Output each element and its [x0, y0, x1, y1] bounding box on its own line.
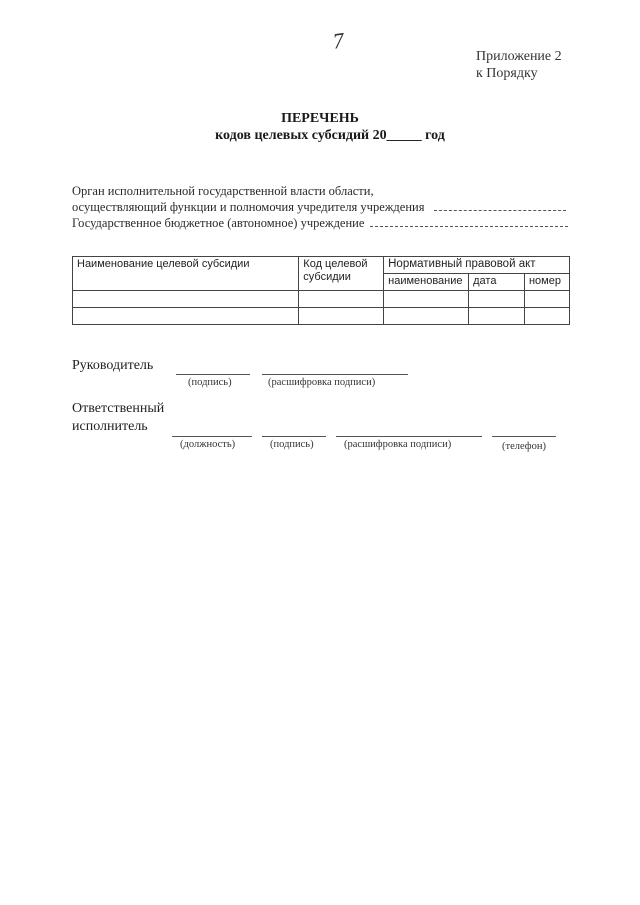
head-signature-line [176, 373, 250, 375]
title-line-1: ПЕРЕЧЕНЬ [281, 111, 359, 126]
header-subsidy-code: Код целевой субсидии [299, 257, 384, 291]
table-cell [299, 291, 384, 308]
org-line-2 [72, 199, 568, 215]
org-line-3-text: Государственное бюджетное (автономное) учреждение [72, 216, 365, 230]
appendix-line-2: к Порядку [476, 66, 538, 81]
header-subsidy-name: Наименование целевой субсидии [73, 257, 299, 291]
founder-fill-line [434, 199, 566, 211]
table-cell [73, 308, 299, 325]
table-row [73, 291, 570, 308]
executor-label [72, 400, 164, 436]
table-cell [73, 291, 299, 308]
header-act-date: дата [469, 274, 525, 291]
org-line-3 [72, 215, 568, 231]
table-cell [524, 291, 569, 308]
institution-fill-line [370, 215, 568, 227]
executor-signature-line [262, 435, 326, 437]
title-line-2: кодов целевых субсидий 20_____ год [215, 128, 445, 143]
executor-decoding-caption: (расшифровка подписи) [344, 439, 452, 450]
executor-label-line-1: Ответственный [72, 401, 165, 416]
subsidy-codes-table [72, 256, 570, 325]
table-cell [299, 308, 384, 325]
header-act-number: номер [524, 274, 569, 291]
org-line-2-text: осуществляющий функции и полномочия учредителя учреждения [72, 200, 425, 214]
head-decoding-line [262, 373, 408, 375]
executor-decoding-line [336, 435, 482, 437]
executor-position-caption: (должность) [180, 439, 236, 450]
executor-phone-line [492, 435, 556, 437]
header-act-name: наименование [384, 274, 469, 291]
table-cell [384, 308, 469, 325]
header-normative-act: Нормативный правовой акт [384, 257, 570, 274]
head-label: Руководитель [72, 358, 154, 373]
head-decoding-caption: (расшифровка подписи) [268, 377, 376, 388]
executor-label-line-2: исполнитель [72, 419, 148, 434]
table-row [73, 308, 570, 325]
organization-block [72, 184, 568, 231]
head-signature-caption: (подпись) [188, 377, 232, 388]
table-cell [469, 291, 525, 308]
executor-phone-caption: (телефон) [502, 441, 546, 452]
appendix-reference [476, 48, 562, 82]
executor-signature-caption: (подпись) [270, 439, 314, 450]
table-cell [469, 308, 525, 325]
table-header-row-1 [73, 257, 570, 274]
document-title [0, 110, 640, 144]
appendix-line-1: Приложение 2 [476, 49, 562, 64]
executor-position-line [172, 435, 252, 437]
table-cell [384, 291, 469, 308]
org-line-1: Орган исполнительной государственной власти области, [72, 184, 374, 198]
page-number: 7 [331, 27, 346, 54]
table-cell [524, 308, 569, 325]
